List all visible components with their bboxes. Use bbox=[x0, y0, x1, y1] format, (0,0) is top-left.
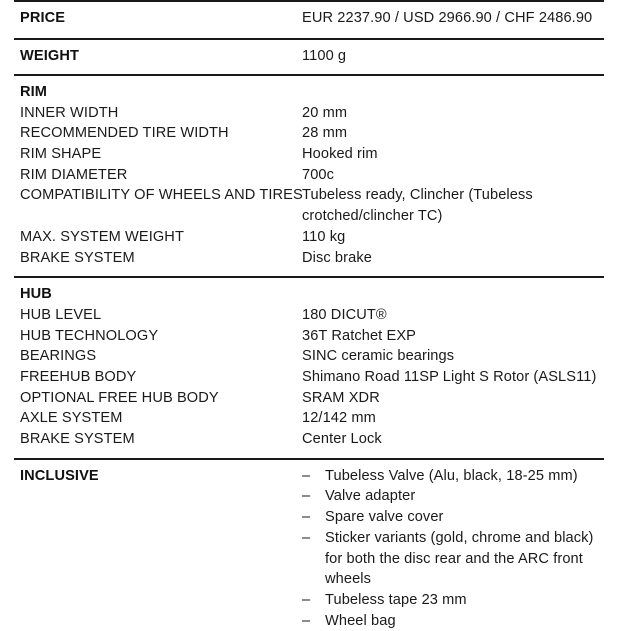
spec-row bbox=[14, 165, 604, 186]
list-item bbox=[302, 507, 604, 528]
spec-row bbox=[14, 367, 604, 388]
spec-row bbox=[14, 429, 604, 450]
list-item bbox=[302, 611, 604, 631]
spec-value: SRAM XDR bbox=[302, 389, 380, 406]
spec-value: SINC ceramic bearings bbox=[302, 348, 455, 365]
spec-row bbox=[14, 388, 604, 409]
spec-value: 700c bbox=[302, 166, 335, 183]
list-item-text: Tubeless Valve (Alu, black, 18-25 mm) bbox=[325, 467, 578, 484]
spec-label: BRAKE SYSTEM bbox=[20, 431, 135, 448]
spec-value: Tubeless ready, Clincher (Tubeless crotched/clincher TC) bbox=[302, 187, 533, 225]
spec-label: BEARINGS bbox=[20, 348, 97, 365]
spec-row bbox=[14, 408, 604, 429]
list-item-text: Valve adapter bbox=[325, 488, 416, 505]
dash-bullet: – bbox=[302, 467, 311, 484]
list-item bbox=[302, 528, 604, 590]
spec-row bbox=[14, 227, 604, 248]
spec-value: Disc brake bbox=[302, 249, 372, 266]
spec-row bbox=[14, 248, 604, 269]
weight-label: WEIGHT bbox=[20, 48, 79, 64]
dash-bullet: – bbox=[302, 529, 311, 546]
hub-section bbox=[14, 278, 604, 458]
list-item-text: Spare valve cover bbox=[325, 509, 444, 526]
list-item bbox=[302, 590, 604, 611]
spec-row bbox=[14, 346, 604, 367]
list-item-text: Sticker variants (gold, chrome and black) for both the disc rear and the ARC front wheels bbox=[325, 529, 594, 588]
spec-value: Center Lock bbox=[302, 431, 382, 448]
price-value: EUR 2237.90 / USD 2966.90 / CHF 2486.90 bbox=[302, 10, 593, 26]
dash-bullet: – bbox=[302, 509, 311, 526]
spec-label: FREEHUB BODY bbox=[20, 368, 137, 385]
spec-row bbox=[14, 103, 604, 124]
price-label: PRICE bbox=[20, 10, 66, 26]
spec-label: RECOMMENDED TIRE WIDTH bbox=[20, 125, 229, 142]
spec-value: 180 DICUT® bbox=[302, 306, 387, 323]
spec-row bbox=[14, 123, 604, 144]
spec-value: 20 mm bbox=[302, 104, 348, 121]
dash-bullet: – bbox=[302, 612, 311, 629]
spec-value: 28 mm bbox=[302, 125, 348, 142]
weight-section bbox=[14, 40, 604, 74]
spec-label: MAX. SYSTEM WEIGHT bbox=[20, 228, 184, 245]
spec-label: RIM DIAMETER bbox=[20, 166, 128, 183]
list-item-text: Wheel bag bbox=[325, 612, 396, 629]
list-item bbox=[302, 466, 604, 487]
inclusive-section bbox=[14, 460, 604, 629]
spec-label: RIM SHAPE bbox=[20, 146, 102, 163]
price-section bbox=[14, 2, 604, 38]
spec-value: 12/142 mm bbox=[302, 410, 376, 427]
spec-label: BRAKE SYSTEM bbox=[20, 249, 135, 266]
spec-row bbox=[14, 185, 604, 226]
list-item-text: Tubeless tape 23 mm bbox=[325, 591, 467, 608]
dash-bullet: – bbox=[302, 488, 311, 505]
weight-value: 1100 g bbox=[302, 48, 347, 64]
rim-title: RIM bbox=[20, 84, 48, 100]
spec-label: INNER WIDTH bbox=[20, 104, 119, 121]
spec-sheet bbox=[14, 0, 604, 629]
spec-value: Hooked rim bbox=[302, 146, 378, 163]
spec-row bbox=[14, 326, 604, 347]
spec-value: Shimano Road 11SP Light S Rotor (ASLS11) bbox=[302, 368, 597, 385]
spec-label: OPTIONAL FREE HUB BODY bbox=[20, 389, 219, 406]
inclusive-list bbox=[302, 466, 604, 631]
spec-value: 110 kg bbox=[302, 228, 346, 245]
list-item bbox=[302, 486, 604, 507]
dash-bullet: – bbox=[302, 591, 311, 608]
hub-title: HUB bbox=[20, 286, 52, 303]
spec-label: HUB LEVEL bbox=[20, 306, 102, 323]
spec-label: HUB TECHNOLOGY bbox=[20, 327, 159, 344]
spec-value: 36T Ratchet EXP bbox=[302, 327, 416, 344]
spec-label: AXLE SYSTEM bbox=[20, 410, 123, 427]
inclusive-title: INCLUSIVE bbox=[20, 467, 99, 484]
spec-row bbox=[14, 144, 604, 165]
spec-label: COMPATIBILITY OF WHEELS AND TIRES bbox=[20, 187, 303, 204]
spec-row bbox=[14, 305, 604, 326]
rim-section bbox=[14, 76, 604, 276]
